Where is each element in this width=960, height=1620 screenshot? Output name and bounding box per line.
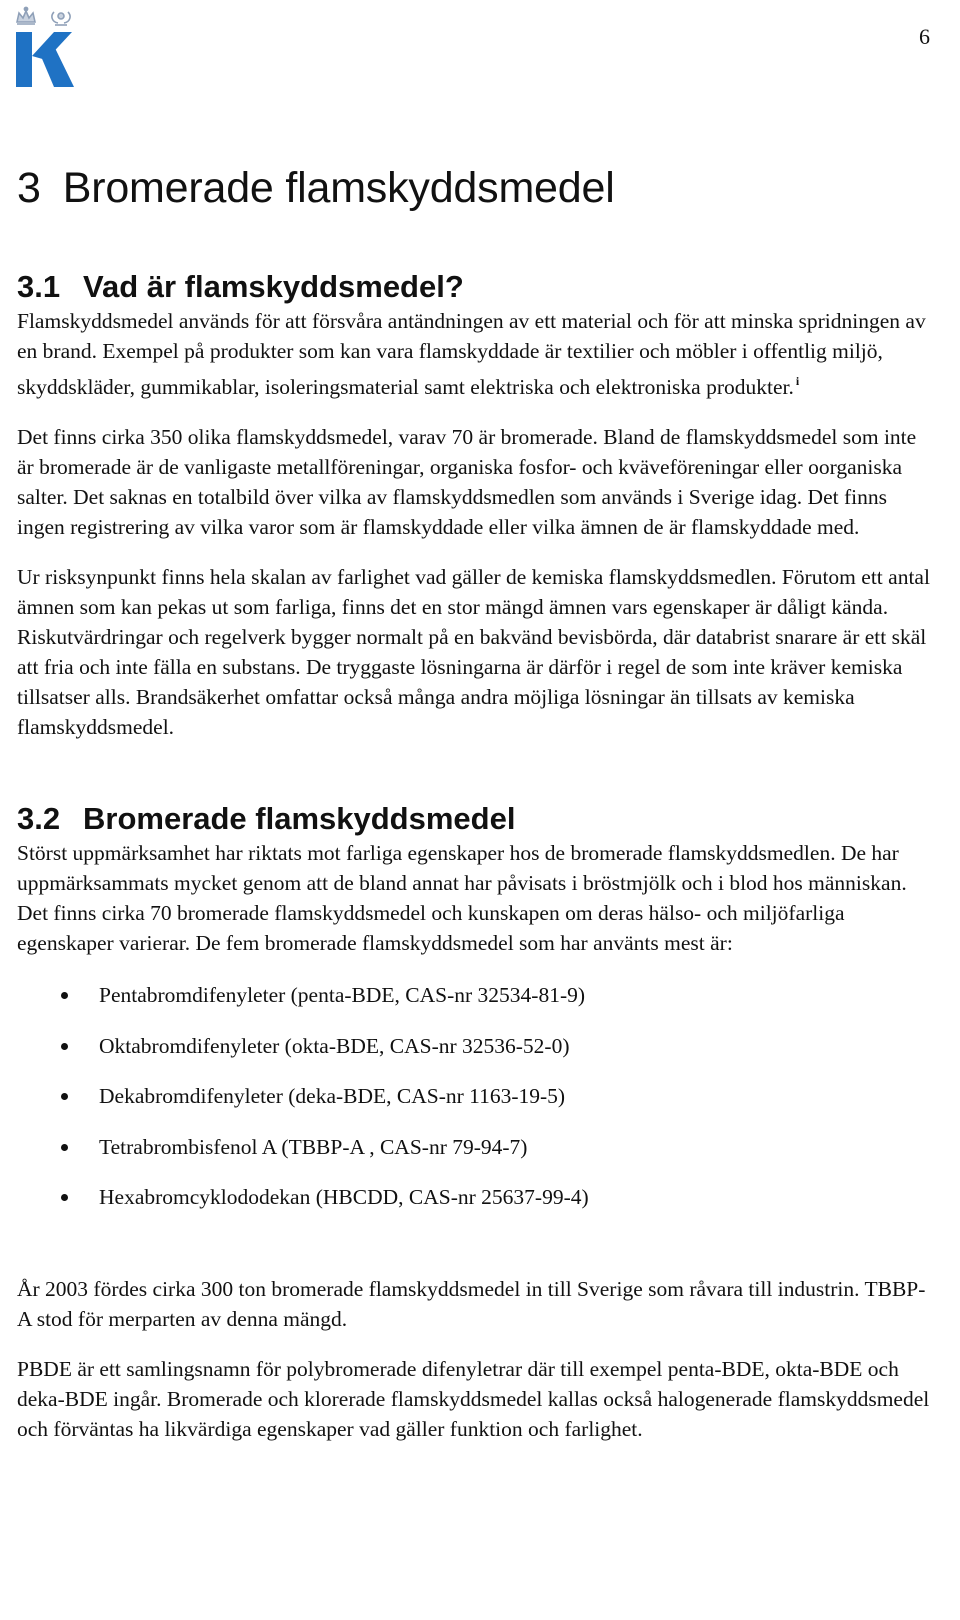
list-item-text: Oktabromdifenyleter (okta-BDE, CAS-nr 32536-52-0) <box>99 1033 570 1058</box>
paragraph: PBDE är ett samlingsnamn för polybromerade difenyletrar där till exempel penta-BDE, okta-BDE och deka-BDE ingår. Bromerade och klorerade flamskyddsmedel kallas också halogenerade flamskyddsmedel och förväntas ha likvärdiga egenskaper vad gäller funktion och farlighet. <box>17 1357 930 1441</box>
bullet-icon <box>61 1043 68 1050</box>
endnote-marker[interactable]: i <box>795 374 800 388</box>
page-number: 6 <box>919 24 930 49</box>
logo-graphic <box>14 4 74 90</box>
paragraph: Störst uppmärksamhet har riktats mot farliga egenskaper hos de bromerade flamskyddsmedlen. De har uppmärksammats mycket genom att de bland annat har påvisats i bröstmjölk och i blod hos människan. Det finns cirka 70 bromerade flamskyddsmedel och kunskapen om deras hälso- och miljöfarliga egenskaper varierar. De fem bromerade flamskyddsmedel som har använts mest är: <box>17 841 907 955</box>
section-title: Bromerade flamskyddsmedel <box>83 801 516 836</box>
crown-icon <box>17 7 35 24</box>
list-item <box>17 1182 937 1212</box>
paragraph-text: Flamskyddsmedel används för att försvåra antändningen av ett material och för att minska spridningen av en brand. Exempel på produkter som kan vara flamskyddade är textilier och möbler i offentlig miljö, skyddskläder, gummikablar, isoleringsmaterial samt elektriska och elektroniska produkter. <box>17 309 926 399</box>
chapter-number: 3 <box>17 164 41 212</box>
list-item-text: Tetrabrombisfenol A (TBBP-A , CAS-nr 79-94-7) <box>99 1134 528 1159</box>
bullet-icon <box>61 1144 68 1151</box>
list-item-text: Pentabromdifenyleter (penta-BDE, CAS-nr 32534-81-9) <box>99 983 586 1007</box>
section-heading-3-2 <box>17 800 937 838</box>
list-item <box>17 1132 937 1162</box>
document-body <box>17 160 937 1444</box>
section-number: 3.2 <box>17 801 61 836</box>
chapter-title: Bromerade flamskyddsmedel <box>62 164 615 212</box>
paragraph <box>17 306 937 402</box>
list-item <box>17 1081 937 1111</box>
bullet-icon <box>61 1093 68 1100</box>
kemi-logo <box>14 4 74 90</box>
section-title: Vad är flamskyddsmedel? <box>83 269 464 304</box>
bullet-icon <box>61 992 68 999</box>
section-number: 3.1 <box>17 269 61 304</box>
ornament-icon <box>52 12 70 25</box>
k-letter-icon <box>16 32 74 87</box>
paragraph: Det finns cirka 350 olika flamskyddsmedel, varav 70 är bromerade. Bland de flamskyddsmedel som inte är bromerade är de vanligaste metallföreningar, organiska fosfor- och kväveföreningar eller oorganiska salter. Det saknas en totalbild över vilka av flamskyddsmedlen som används i Sverige idag. Det finns ingen registrering av vilka varor som är flamskyddade eller vilka ämnen de är flamskyddade med. <box>17 425 917 539</box>
section-heading-3-1 <box>17 268 937 306</box>
list-item-text: Hexabromcyklododekan (HBCDD, CAS-nr 25637-99-4) <box>99 1185 589 1209</box>
list-item <box>17 1031 937 1061</box>
bullet-icon <box>61 1194 68 1201</box>
chapter-heading <box>17 160 937 216</box>
paragraph: År 2003 fördes cirka 300 ton bromerade flamskyddsmedel in till Sverige som råvara till industrin. TBBP-A stod för merparten av denna mängd. <box>17 1277 926 1331</box>
list-item <box>17 980 937 1010</box>
paragraph: Ur risksynpunkt finns hela skalan av farlighet vad gäller de kemiska flamskyddsmedlen. Förutom ett antal ämnen som kan pekas ut som farliga, finns det en stor mängd ämnen vars egenskaper är dåligt kända. Riskutvärdringar och regelverk bygger normalt på en bakvänd bevisbörda, där databrist snarare är ett skäl att fria och inte fälla en substans. De tryggaste lösningarna är därför i regel de som inte kräver kemiska tillsatser alls. Brandsäkerhet omfattar också många andra möjliga lösningar än tillsats av kemiska flamskyddsmedel. <box>17 565 930 739</box>
list-item-text: Dekabromdifenyleter (deka-BDE, CAS-nr 1163-19-5) <box>99 1084 566 1108</box>
bullet-list <box>17 980 937 1212</box>
